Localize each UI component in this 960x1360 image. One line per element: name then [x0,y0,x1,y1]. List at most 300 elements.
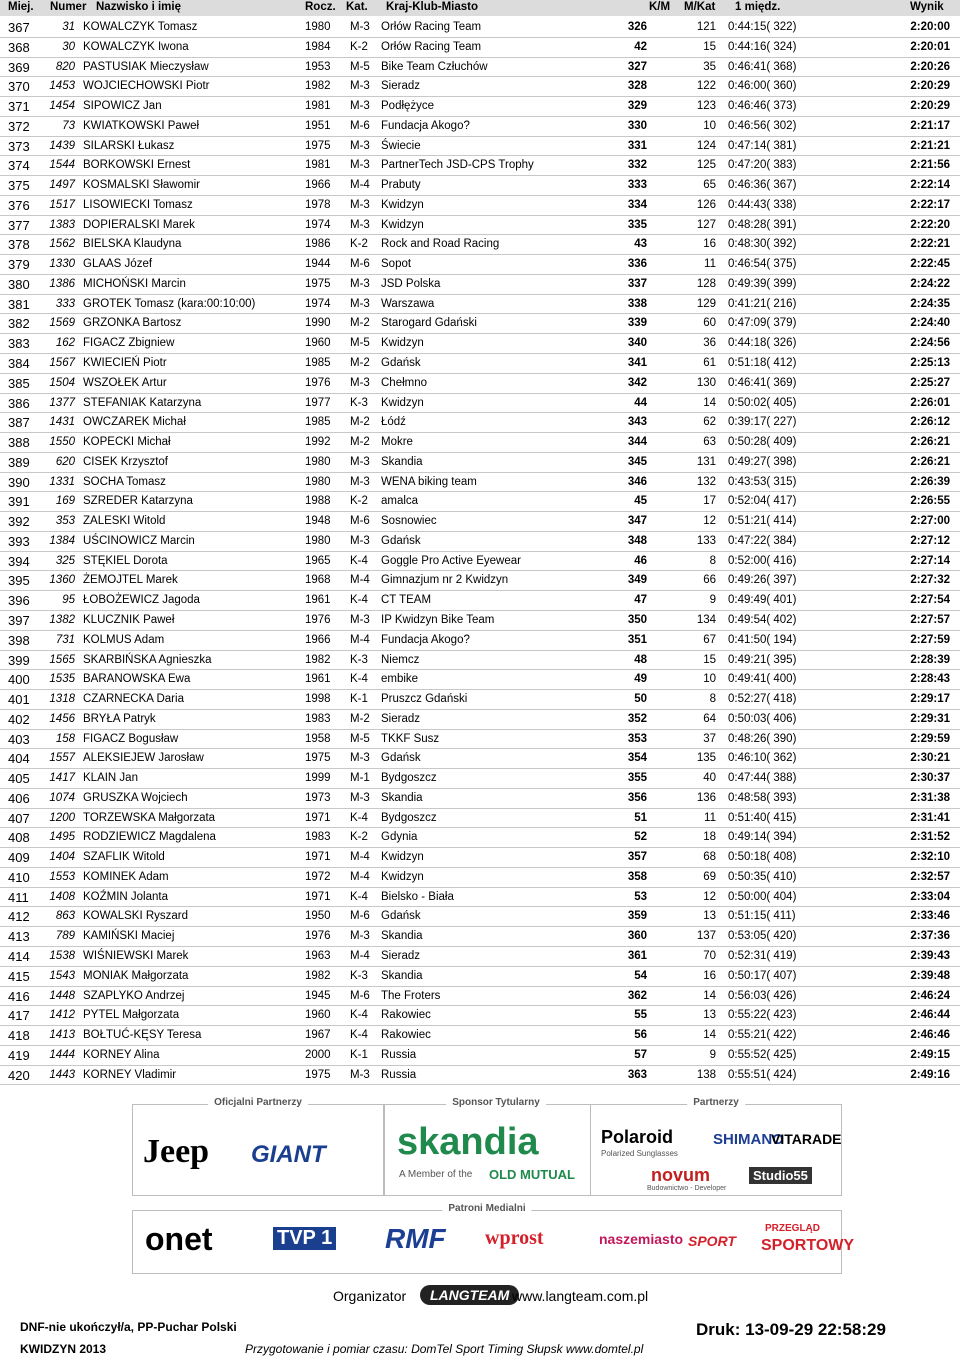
cell-result: 2:30:37 [910,772,950,785]
cell-year: 1975 [305,139,331,152]
cell-club: Pruszcz Gdański [381,693,468,706]
cell-split-time: 0:44:43( 338) [728,198,797,211]
table-row [0,374,960,394]
cell-name: DOPIERALSKI Marek [83,218,195,231]
table-row [0,730,960,750]
cell-result: 2:24:35 [910,297,950,310]
cell-position: 391 [8,494,30,510]
cell-number: 731 [55,633,75,646]
cell-category: M-3 [350,930,370,943]
cell-category: M-5 [350,337,370,350]
cell-club: Gdańsk [381,910,421,923]
cell-category: K-4 [350,1029,368,1042]
cell-result: 2:46:24 [910,989,950,1002]
table-row [0,631,960,651]
cell-number: 1443 [49,1068,75,1081]
cell-year: 1972 [305,870,331,883]
cell-club: Rock and Road Racing [381,238,500,251]
cell-mkat-place: 12 [703,890,716,903]
cell-result: 2:31:41 [910,811,950,824]
cell-number: 1557 [49,752,75,765]
cell-position: 373 [8,138,30,154]
skandia-logo: skandia [397,1121,539,1163]
cell-position: 418 [8,1028,30,1044]
cell-position: 415 [8,968,30,984]
cell-club: Russia [381,1048,417,1061]
cell-year: 1976 [305,376,331,389]
table-row [0,77,960,97]
cell-category: M-6 [350,258,370,271]
cell-split-time: 0:55:51( 424) [728,1068,797,1081]
cell-mkat-place: 40 [703,772,716,785]
cell-number: 863 [55,910,75,923]
cell-category: K-4 [350,811,368,824]
cell-split-time: 0:50:00( 404) [728,890,797,903]
cell-name: GLAAS Józef [83,258,153,271]
cell-club: Bielsko - Biała [381,890,454,903]
cell-split-time: 0:41:21( 216) [728,297,797,310]
cell-name: KOMINEK Adam [83,870,169,883]
table-row [0,749,960,769]
cell-category: M-3 [350,277,370,290]
table-row [0,611,960,631]
cell-result: 2:32:57 [910,870,950,883]
table-row [0,789,960,809]
cell-result: 2:24:40 [910,317,950,330]
cell-km-place: 343 [627,416,647,429]
cell-mkat-place: 37 [703,732,716,745]
cell-split-time: 0:48:28( 391) [728,218,797,231]
cell-result: 2:22:20 [910,218,950,231]
cell-km-place: 349 [627,574,647,587]
cell-category: K-4 [350,673,368,686]
cell-mkat-place: 13 [703,1009,716,1022]
cell-split-time: 0:51:21( 414) [728,515,797,528]
cell-result: 2:20:01 [910,40,950,53]
cell-category: M-6 [350,515,370,528]
cell-name: STĘKIEL Dorota [83,554,168,567]
table-row [0,532,960,552]
cell-year: 1945 [305,989,331,1002]
table-row [0,987,960,1007]
polaroid-sub-text: Polarized Sunglasses [601,1149,678,1158]
cell-number: 1535 [49,673,75,686]
cell-year: 1983 [305,712,331,725]
cell-position: 420 [8,1067,30,1083]
cell-year: 2000 [305,1048,331,1061]
cell-result: 2:29:17 [910,693,950,706]
cell-result: 2:25:27 [910,376,950,389]
cell-year: 1975 [305,277,331,290]
cell-club: Sieradz [381,80,420,93]
cell-position: 410 [8,869,30,885]
cell-category: K-1 [350,693,368,706]
cell-club: Kwidzyn [381,198,424,211]
cell-name: SZREDER Katarzyna [83,495,193,508]
table-row [0,58,960,78]
cell-position: 413 [8,929,30,945]
cell-km-place: 42 [634,40,647,53]
cell-category: K-2 [350,238,368,251]
cell-number: 1565 [49,653,75,666]
cell-mkat-place: 65 [703,179,716,192]
cell-number: 1497 [49,179,75,192]
cell-km-place: 46 [634,554,647,567]
cell-split-time: 0:49:21( 395) [728,653,797,666]
cell-mkat-place: 14 [703,396,716,409]
cell-km-place: 43 [634,238,647,251]
cell-position: 393 [8,533,30,549]
cell-number: 1453 [49,80,75,93]
cell-club: Rakowiec [381,1009,431,1022]
sponsors-section [0,1092,960,1312]
cell-club: Świecie [381,139,421,152]
cell-club: Bike Team Człuchów [381,60,488,73]
cell-name: ALEKSIEJEW Jarosław [83,752,204,765]
cell-category: M-3 [350,613,370,626]
cell-mkat-place: 10 [703,119,716,132]
cell-club: Rakowiec [381,1029,431,1042]
cell-result: 2:32:10 [910,851,950,864]
cell-result: 2:39:48 [910,969,950,982]
partners-box [590,1097,842,1196]
cell-category: K-2 [350,40,368,53]
cell-name: ZALESKI Witold [83,515,166,528]
cell-km-place: 52 [634,831,647,844]
cell-result: 2:22:45 [910,258,950,271]
cell-result: 2:21:21 [910,139,950,152]
cell-position: 380 [8,276,30,292]
cell-club: Kwidzyn [381,337,424,350]
cell-number: 1413 [49,1029,75,1042]
header-split: 1 międz. [735,1,781,13]
cell-km-place: 342 [627,376,647,389]
cell-result: 2:26:12 [910,416,950,429]
footer-event: KWIDZYN 2013 [20,1342,107,1356]
cell-position: 408 [8,830,30,846]
partners-title: Partnerzy [687,1097,745,1108]
cell-position: 411 [8,889,29,905]
cell-split-time: 0:49:27( 398) [728,455,797,468]
cell-km-place: 51 [634,811,647,824]
cell-club: Niemcz [381,653,420,666]
cell-name: PASTUSIAK Mieczysław [83,60,209,73]
cell-km-place: 333 [627,179,647,192]
cell-position: 404 [8,751,30,767]
cell-km-place: 335 [627,218,647,231]
cell-mkat-place: 11 [704,811,716,824]
cell-result: 2:27:00 [910,515,950,528]
cell-mkat-place: 63 [703,436,716,449]
cell-club: Orłów Racing Team [381,40,482,53]
table-row [0,512,960,532]
cell-year: 1971 [305,811,331,824]
cell-name: STEFANIAK Katarzyna [83,396,202,409]
cell-result: 2:46:46 [910,1029,950,1042]
cell-split-time: 0:46:10( 362) [728,752,797,765]
cell-year: 1951 [305,119,331,132]
cell-name: KOWALSKI Ryszard [83,910,189,923]
cell-club: Bydgoszcz [381,811,437,824]
table-row [0,651,960,671]
cell-km-place: 360 [627,930,647,943]
cell-year: 1982 [305,80,331,93]
cell-name: WSZOŁEK Artur [83,376,167,389]
cell-split-time: 0:56:03( 426) [728,989,797,1002]
cell-position: 371 [8,99,30,115]
cell-category: M-4 [350,574,370,587]
media-patrons-title: Patroni Medialni [442,1203,531,1214]
cell-position: 403 [8,731,30,747]
cell-club: Starogard Gdański [381,317,477,330]
cell-number: 1404 [49,851,75,864]
cell-mkat-place: 14 [703,989,716,1002]
cell-result: 2:29:31 [910,712,950,725]
cell-year: 1985 [305,357,331,370]
cell-number: 620 [55,455,75,468]
table-row [0,1026,960,1046]
cell-name: LISOWIECKI Tomasz [83,198,193,211]
cell-result: 2:31:38 [910,791,950,804]
cell-position: 370 [8,79,30,95]
cell-km-place: 347 [627,515,647,528]
cell-number: 1417 [49,772,75,785]
cell-club: Sosnowiec [381,515,437,528]
cell-split-time: 0:51:40( 415) [728,811,797,824]
shimano-logo: SHIMANO [713,1131,784,1148]
cell-number: 1448 [49,989,75,1002]
cell-mkat-place: 126 [696,198,716,211]
cell-km-place: 348 [627,534,647,547]
cell-split-time: 0:47:20( 383) [728,159,797,172]
footer-print-date: Druk: 13-09-29 22:58:29 [696,1320,886,1339]
cell-split-time: 0:47:44( 388) [728,772,797,785]
cell-category: K-3 [350,969,368,982]
cell-position: 376 [8,197,30,213]
cell-km-place: 361 [627,949,647,962]
cell-mkat-place: 10 [703,673,716,686]
cell-mkat-place: 62 [703,416,716,429]
cell-name: BARANOWSKA Ewa [83,673,191,686]
cell-category: K-3 [350,653,368,666]
cell-year: 1971 [305,890,331,903]
cell-mkat-place: 12 [703,515,716,528]
cell-position: 387 [8,415,30,431]
cell-mkat-place: 17 [703,495,716,508]
cell-position: 369 [8,59,30,75]
cell-km-place: 359 [627,910,647,923]
cell-name: KWIECIEŃ Piotr [83,357,167,370]
cell-split-time: 0:52:04( 417) [728,495,797,508]
cell-club: Goggle Pro Active Eyewear [381,554,521,567]
cell-number: 1504 [49,376,75,389]
cell-split-time: 0:50:17( 407) [728,969,797,982]
table-row [0,552,960,572]
cell-result: 2:27:59 [910,633,950,646]
cell-mkat-place: 9 [709,594,716,607]
cell-result: 2:33:04 [910,890,950,903]
cell-year: 1967 [305,1029,331,1042]
cell-split-time: 0:41:50( 194) [728,633,797,646]
cell-number: 73 [62,119,75,132]
cell-position: 399 [8,652,30,668]
cell-position: 419 [8,1047,30,1063]
cell-number: 789 [55,930,75,943]
cell-club: Kwidzyn [381,851,424,864]
cell-position: 409 [8,850,30,866]
cell-category: K-2 [350,831,368,844]
cell-split-time: 0:52:31( 419) [728,949,797,962]
cell-number: 95 [62,594,75,607]
cell-year: 1982 [305,969,331,982]
cell-category: M-3 [350,376,370,389]
cell-mkat-place: 14 [703,1029,716,1042]
cell-name: BRYŁA Patryk [83,712,156,725]
cell-number: 1382 [49,613,75,626]
cell-club: embike [381,673,419,686]
cell-number: 1517 [49,198,75,211]
cell-result: 2:20:29 [910,100,950,113]
cell-name: SZAPLYKO Andrzej [83,989,185,1002]
cell-km-place: 334 [627,198,647,211]
table-row [0,18,960,38]
official-partners-title: Oficjalni Partnerzy [208,1097,308,1108]
cell-number: 1544 [49,159,75,172]
table-row [0,314,960,334]
cell-km-place: 352 [627,712,647,725]
cell-split-time: 0:48:26( 390) [728,732,797,745]
cell-club: PartnerTech JSD-CPS Trophy [381,159,534,172]
cell-split-time: 0:49:41( 400) [728,673,797,686]
cell-year: 1981 [305,100,331,113]
cell-number: 325 [55,554,75,567]
cell-result: 2:49:16 [910,1068,950,1081]
cell-km-place: 329 [627,100,647,113]
polaroid-logo: Polaroid [601,1127,674,1147]
cell-mkat-place: 36 [703,337,716,350]
cell-position: 375 [8,178,30,194]
cell-position: 417 [8,1008,30,1024]
cell-number: 1331 [49,475,75,488]
cell-number: 333 [55,297,75,310]
cell-name: PYTEL Małgorzata [83,1009,180,1022]
table-row [0,690,960,710]
header-mkat: M/Kat [684,1,716,13]
cell-split-time: 0:46:41( 369) [728,376,797,389]
novum-sub-text: Budownictwo - Developer [647,1185,727,1192]
cell-split-time: 0:44:18( 326) [728,337,797,350]
cell-position: 405 [8,771,30,787]
cell-result: 2:37:36 [910,930,950,943]
header-result: Wynik [910,1,944,13]
cell-name: BOŁTUĆ-KĘSY Teresa [83,1029,202,1042]
cell-mkat-place: 125 [696,159,716,172]
cell-split-time: 0:46:56( 302) [728,119,797,132]
langteam-logo: LANGTEAM [420,1285,519,1305]
giant-logo: GIANT [251,1141,326,1168]
cell-split-time: 0:50:18( 408) [728,851,797,864]
cell-name: MICHOŃSKI Marcin [83,277,186,290]
cell-result: 2:20:29 [910,80,950,93]
cell-category: M-3 [350,159,370,172]
cell-category: M-4 [350,949,370,962]
cell-result: 2:28:39 [910,653,950,666]
cell-category: M-2 [350,436,370,449]
cell-category: M-6 [350,910,370,923]
cell-position: 397 [8,612,30,628]
cell-year: 1980 [305,21,331,33]
cell-mkat-place: 136 [696,791,716,804]
cell-year: 1958 [305,732,331,745]
table-row [0,394,960,414]
cell-result: 2:30:21 [910,752,950,765]
cell-split-time: 0:44:16( 324) [728,40,797,53]
cell-mkat-place: 135 [696,752,716,765]
cell-result: 2:26:21 [910,455,950,468]
header-year: Rocz. [305,1,336,13]
cell-category: M-4 [350,870,370,883]
cell-category: M-2 [350,317,370,330]
header-name: Nazwisko i imię [96,1,182,13]
wprost-logo: wprost [485,1227,544,1249]
cell-result: 2:26:39 [910,475,950,488]
cell-year: 1965 [305,554,331,567]
cell-year: 1999 [305,772,331,785]
cell-mkat-place: 8 [709,554,716,567]
cell-km-place: 50 [634,693,647,706]
cell-year: 1980 [305,534,331,547]
table-row [0,492,960,512]
cell-name: WIŚNIEWSKI Marek [83,949,189,962]
cell-club: JSD Polska [381,277,441,290]
cell-split-time: 0:44:15( 322) [728,21,797,33]
cell-split-time: 0:46:00( 360) [728,80,797,93]
table-row [0,196,960,216]
cell-club: Sopot [381,258,412,271]
table-row [0,769,960,789]
cell-position: 400 [8,672,30,688]
cell-result: 2:24:22 [910,277,950,290]
cell-mkat-place: 16 [703,969,716,982]
cell-mkat-place: 60 [703,317,716,330]
cell-km-place: 336 [627,258,647,271]
cell-club: Łódź [381,416,406,429]
cell-km-place: 341 [627,357,647,370]
cell-km-place: 353 [627,732,647,745]
media-patrons-box [132,1203,855,1274]
table-row [0,927,960,947]
cell-km-place: 346 [627,475,647,488]
page-footer [0,1318,960,1360]
old-mutual-logo: OLD MUTUAL [489,1167,575,1182]
cell-position: 416 [8,988,30,1004]
cell-number: 1454 [49,100,75,113]
cell-name: KLAIN Jan [83,772,138,785]
cell-mkat-place: 13 [703,910,716,923]
cell-name: ŁOBOŻEWICZ Jagoda [83,594,200,607]
cell-number: 1074 [49,791,75,804]
cell-mkat-place: 131 [696,455,716,468]
skandia-member-text: A Member of the [399,1169,473,1180]
vitarade-logo: VITARADE [771,1131,842,1147]
table-row [0,1066,960,1086]
cell-number: 1412 [49,1009,75,1022]
cell-club: Skandia [381,930,423,943]
cell-club: Prabuty [381,179,421,192]
cell-km-place: 328 [627,80,647,93]
cell-mkat-place: 67 [703,633,716,646]
cell-position: 395 [8,573,30,589]
